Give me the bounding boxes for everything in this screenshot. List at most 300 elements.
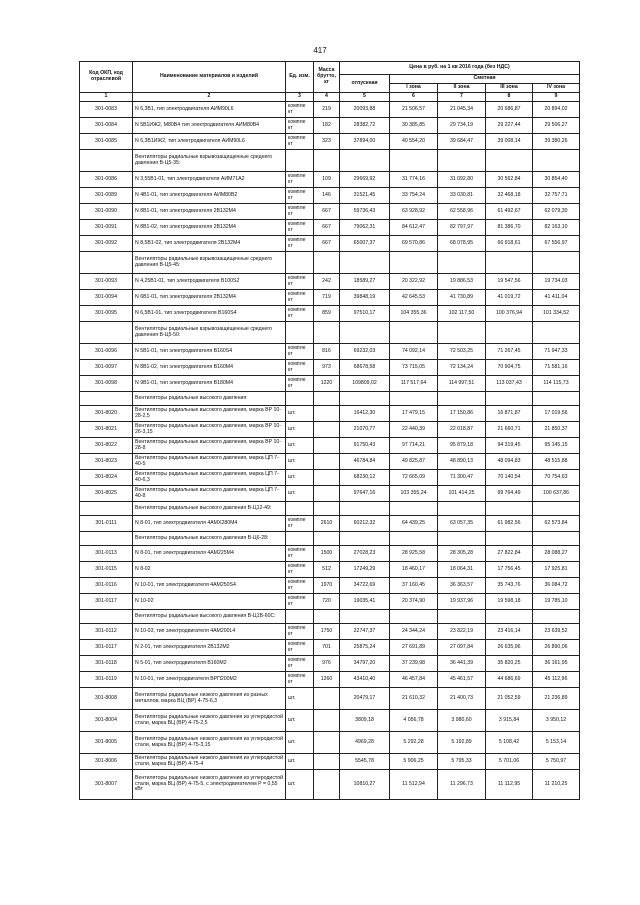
zone-1-cell: 30 385,85 <box>390 118 438 134</box>
zone-2-cell <box>438 392 486 406</box>
zone-3-cell <box>486 322 533 344</box>
zone-4-cell: 100 637,86 <box>533 486 580 502</box>
table-row <box>80 656 580 672</box>
zone-2-cell <box>438 322 486 344</box>
zone-2-cell: 5 192,89 <box>438 732 486 754</box>
zone-2-cell: 48 890,13 <box>438 454 486 470</box>
code-cell: 301-0086 <box>80 172 133 188</box>
release-price-cell: 37894,00 <box>340 134 390 150</box>
release-price-cell <box>340 502 390 516</box>
mass-cell: 859 <box>314 306 340 322</box>
zone-4-cell: 114 115,73 <box>533 376 580 392</box>
release-price-cell: 46784,84 <box>340 454 390 470</box>
zone-2-cell <box>438 532 486 546</box>
mass-cell <box>314 710 340 732</box>
name-cell: N 4В1-01, тип электродвигателя АИМ80В2 <box>133 188 286 204</box>
mass-cell: 667 <box>314 204 340 220</box>
name-cell: Вентиляторы радиальные высокого давления В-Ц6-28: <box>133 532 286 546</box>
unit-cell <box>286 150 314 172</box>
name-cell: N 8,5В1-02, тип электродвигателя 2В132М4 <box>133 236 286 252</box>
table-row <box>80 688 580 710</box>
zone-3-cell: 66 918,61 <box>486 236 533 252</box>
zone-4-cell: 36 161,95 <box>533 656 580 672</box>
code-cell: 301-0096 <box>80 344 133 360</box>
table-row <box>80 562 580 578</box>
release-price-cell <box>340 532 390 546</box>
section-header-row <box>80 392 580 406</box>
release-price-cell: 18589,27 <box>340 274 390 290</box>
code-cell: 301-0117 <box>80 640 133 656</box>
zone-3-cell: 17 756,45 <box>486 562 533 578</box>
code-cell: 301-8020 <box>80 406 133 422</box>
zone-3-cell: 61 982,56 <box>486 516 533 532</box>
unit-cell: шт. <box>286 688 314 710</box>
unit-cell: компле кт <box>286 578 314 594</box>
code-cell: 301-8023 <box>80 454 133 470</box>
unit-cell: компле кт <box>286 306 314 322</box>
index-cell: 8 <box>486 93 533 102</box>
zone-4-cell: 21 236,89 <box>533 688 580 710</box>
mass-cell <box>314 252 340 274</box>
zone-1-cell: 17 479,15 <box>390 406 438 422</box>
mass-cell <box>314 486 340 502</box>
name-cell: Вентиляторы радиальные низкого давления из углеродистой стали, марка ВЦ (ВР) 4-75-2,5 <box>133 710 286 732</box>
mass-cell: 667 <box>314 220 340 236</box>
header-code: Код ОКП, код отраслевой <box>80 62 133 93</box>
mass-cell: 109 <box>314 172 340 188</box>
name-cell: Вентиляторы радиальные взрывозащищенные среднего давления В-Ц5-50: <box>133 322 286 344</box>
zone-4-cell: 71 947,33 <box>533 344 580 360</box>
zone-1-cell: 20 374,90 <box>390 594 438 610</box>
mass-cell <box>314 392 340 406</box>
name-cell: N 2-01, тип электродвигателя 2В132М2 <box>133 640 286 656</box>
zone-2-cell: 31 092,80 <box>438 172 486 188</box>
zone-2-cell: 21 400,73 <box>438 688 486 710</box>
zone-1-cell: 24 344,24 <box>390 624 438 640</box>
zone-3-cell: 100 376,94 <box>486 306 533 322</box>
unit-cell: компле кт <box>286 204 314 220</box>
table-row <box>80 486 580 502</box>
mass-cell: 976 <box>314 656 340 672</box>
unit-cell: компле кт <box>286 516 314 532</box>
mass-cell <box>314 532 340 546</box>
mass-cell: 720 <box>314 594 340 610</box>
zone-1-cell: 97 714,21 <box>390 438 438 454</box>
unit-cell: компле кт <box>286 344 314 360</box>
release-price-cell: 109809,02 <box>340 376 390 392</box>
zone-3-cell: 16 871,87 <box>486 406 533 422</box>
name-cell: N 10-01, тип электродвигателя 4АМ250S4 <box>133 578 286 594</box>
mass-cell: 701 <box>314 640 340 656</box>
code-cell: 301-0095 <box>80 306 133 322</box>
release-price-cell: 28382,72 <box>340 118 390 134</box>
table-body <box>80 102 580 800</box>
zone-4-cell: 30 854,40 <box>533 172 580 188</box>
zone-4-cell: 28 088,27 <box>533 546 580 562</box>
code-cell: 301-0084 <box>80 118 133 134</box>
code-cell: 301-8021 <box>80 422 133 438</box>
code-cell: 301-0097 <box>80 360 133 376</box>
index-cell: 6 <box>390 93 438 102</box>
mass-cell <box>314 406 340 422</box>
table-row <box>80 470 580 486</box>
unit-cell: компле кт <box>286 546 314 562</box>
zone-2-cell: 39 684,47 <box>438 134 486 150</box>
mass-cell: 2610 <box>314 516 340 532</box>
zone-2-cell: 63 057,35 <box>438 516 486 532</box>
unit-cell: компле кт <box>286 172 314 188</box>
zone-4-cell: 17 925,81 <box>533 562 580 578</box>
zone-2-cell: 62 558,96 <box>438 204 486 220</box>
zone-1-cell: 37 239,98 <box>390 656 438 672</box>
header-release-price: отпускная <box>340 75 390 93</box>
zone-4-cell: 23 639,52 <box>533 624 580 640</box>
zone-2-cell <box>438 150 486 172</box>
code-cell: 301-0111 <box>80 516 133 532</box>
release-price-cell: 10810,27 <box>340 770 390 800</box>
zone-2-cell: 82 797,97 <box>438 220 486 236</box>
name-cell: Вентиляторы радиальные высокого давления, марка ВР 10-28-8 <box>133 438 286 454</box>
release-price-cell: 68230,12 <box>340 470 390 486</box>
zone-3-cell <box>486 150 533 172</box>
zone-1-cell: 104 355,36 <box>390 306 438 322</box>
table-row <box>80 306 580 322</box>
name-cell: N 5В1ИЖ2, М80В4 тип электродвигателя АИМ80В4 <box>133 118 286 134</box>
zone-4-cell: 3 950,12 <box>533 710 580 732</box>
release-price-cell <box>340 252 390 274</box>
table-row <box>80 754 580 770</box>
zone-1-cell <box>390 150 438 172</box>
zone-4-cell <box>533 322 580 344</box>
code-cell: 301-0113 <box>80 546 133 562</box>
unit-cell: шт. <box>286 770 314 800</box>
code-cell <box>80 150 133 172</box>
zone-2-cell: 41 730,89 <box>438 290 486 306</box>
section-header-row <box>80 502 580 516</box>
zone-4-cell: 82 163,10 <box>533 220 580 236</box>
name-cell: N 8В1-02, тип электродвигателя В160М4 <box>133 360 286 376</box>
zone-2-cell <box>438 502 486 516</box>
table-row <box>80 188 580 204</box>
release-price-cell: 91750,43 <box>340 438 390 454</box>
code-cell: 301-0116 <box>80 578 133 594</box>
release-price-cell: 21070,77 <box>340 422 390 438</box>
table-row <box>80 422 580 438</box>
name-cell: N 8-01, тип электродвигателя 4АМХ280М4 <box>133 516 286 532</box>
unit-cell: компле кт <box>286 360 314 376</box>
release-price-cell: 29669,92 <box>340 172 390 188</box>
unit-cell: компле кт <box>286 562 314 578</box>
zone-2-cell: 27 097,84 <box>438 640 486 656</box>
unit-cell <box>286 322 314 344</box>
zone-1-cell: 20 322,92 <box>390 274 438 290</box>
zone-2-cell: 72 503,25 <box>438 344 486 360</box>
zone-3-cell: 5 701,06 <box>486 754 533 770</box>
zone-1-cell: 69 570,86 <box>390 236 438 252</box>
table-row <box>80 236 580 252</box>
name-cell: Вентиляторы радиальные низкого давления из углеродистой стали, марка ВЦ (ВР) 4-75-3,15 <box>133 732 286 754</box>
release-price-cell <box>340 392 390 406</box>
zone-1-cell: 103 355,24 <box>390 486 438 502</box>
zone-3-cell <box>486 392 533 406</box>
code-cell: 301-8008 <box>80 688 133 710</box>
table-row <box>80 290 580 306</box>
header-price-group: Цена в руб. на 1 кв 2016 года (без НДС) <box>340 62 580 75</box>
zone-2-cell: 19 937,96 <box>438 594 486 610</box>
release-price-cell <box>340 322 390 344</box>
code-cell: 301-8004 <box>80 710 133 732</box>
zone-4-cell: 62 079,30 <box>533 204 580 220</box>
zone-1-cell: 63 928,92 <box>390 204 438 220</box>
release-price-cell <box>340 150 390 172</box>
code-cell: 301-8022 <box>80 438 133 454</box>
release-price-cell: 31521,45 <box>340 188 390 204</box>
zone-3-cell: 20 686,87 <box>486 102 533 118</box>
release-price-cell: 59736,43 <box>340 204 390 220</box>
code-cell <box>80 392 133 406</box>
unit-cell: компле кт <box>286 118 314 134</box>
release-price-cell: 19035,41 <box>340 594 390 610</box>
zone-1-cell: 42 645,53 <box>390 290 438 306</box>
name-cell: N 5В1-01, тип электродвигателя В160S4 <box>133 344 286 360</box>
unit-cell: компле кт <box>286 102 314 118</box>
unit-cell: компле кт <box>286 290 314 306</box>
header-estimated: Сметная <box>390 75 580 84</box>
zone-2-cell: 68 078,95 <box>438 236 486 252</box>
table-row <box>80 770 580 800</box>
table-row <box>80 624 580 640</box>
table-row <box>80 732 580 754</box>
zone-1-cell: 33 754,24 <box>390 188 438 204</box>
zone-4-cell <box>533 252 580 274</box>
table-row <box>80 344 580 360</box>
mass-cell: 182 <box>314 118 340 134</box>
mass-cell: 242 <box>314 274 340 290</box>
zone-3-cell: 21 660,71 <box>486 422 533 438</box>
release-price-cell: 5545,78 <box>340 754 390 770</box>
code-cell: 301-0089 <box>80 188 133 204</box>
zone-3-cell: 32 468,18 <box>486 188 533 204</box>
zone-2-cell: 72 134,24 <box>438 360 486 376</box>
unit-cell: шт. <box>286 710 314 732</box>
zone-1-cell: 21 506,57 <box>390 102 438 118</box>
zone-2-cell: 36 363,57 <box>438 578 486 594</box>
mass-cell: 1260 <box>314 672 340 688</box>
zone-4-cell <box>533 532 580 546</box>
name-cell: N 4,25В1-01, тип электродвигателя В100S2 <box>133 274 286 290</box>
table-row <box>80 406 580 422</box>
release-price-cell <box>340 610 390 624</box>
unit-cell: компле кт <box>286 236 314 252</box>
zone-4-cell <box>533 150 580 172</box>
mass-cell: 816 <box>314 344 340 360</box>
zone-1-cell: 28 925,58 <box>390 546 438 562</box>
release-price-cell: 39848,19 <box>340 290 390 306</box>
index-cell: 7 <box>438 93 486 102</box>
name-cell: N 8-01, тип электродвигателя 4АМ225М4 <box>133 546 286 562</box>
name-cell: Вентиляторы радиальные высокого давления, марка ЦП 7-40-8 <box>133 486 286 502</box>
zone-3-cell: 35 743,76 <box>486 578 533 594</box>
release-price-cell: 43410,40 <box>340 672 390 688</box>
section-header-row <box>80 532 580 546</box>
price-table <box>79 61 580 800</box>
zone-1-cell: 74 092,14 <box>390 344 438 360</box>
zone-4-cell <box>533 392 580 406</box>
code-cell: 301-0117 <box>80 594 133 610</box>
unit-cell <box>286 252 314 274</box>
zone-4-cell <box>533 610 580 624</box>
zone-3-cell: 27 822,84 <box>486 546 533 562</box>
zone-1-cell: 27 691,89 <box>390 640 438 656</box>
zone-4-cell: 36 084,72 <box>533 578 580 594</box>
zone-4-cell: 5 153,14 <box>533 732 580 754</box>
name-cell: N 9В1-01, тип электродвигателя В180М4 <box>133 376 286 392</box>
zone-1-cell: 31 774,16 <box>390 172 438 188</box>
unit-cell: компле кт <box>286 376 314 392</box>
zone-1-cell: 72 665,09 <box>390 470 438 486</box>
zone-1-cell: 5 292,28 <box>390 732 438 754</box>
name-cell: Вентиляторы радиальные высокого давления, марка ЦП 7-40-5 <box>133 454 286 470</box>
code-cell <box>80 322 133 344</box>
zone-1-cell: 5 906,25 <box>390 754 438 770</box>
release-price-cell: 16412,30 <box>340 406 390 422</box>
mass-cell <box>314 438 340 454</box>
unit-cell <box>286 532 314 546</box>
zone-2-cell: 17 150,86 <box>438 406 486 422</box>
mass-cell: 1970 <box>314 578 340 594</box>
release-price-cell: 22747,37 <box>340 624 390 640</box>
release-price-cell: 34722,69 <box>340 578 390 594</box>
zone-2-cell: 71 300,47 <box>438 470 486 486</box>
zone-1-cell: 49 825,87 <box>390 454 438 470</box>
release-price-cell: 20093,88 <box>340 102 390 118</box>
column-index-row <box>80 93 580 102</box>
zone-2-cell: 3 980,60 <box>438 710 486 732</box>
table-row <box>80 274 580 290</box>
index-cell: 1 <box>80 93 133 102</box>
mass-cell: 973 <box>314 360 340 376</box>
name-cell: Вентиляторы радиальные высокого давления, марка ВР 10-26-3,15 <box>133 422 286 438</box>
header-name: Наименование материалов и изделий <box>133 62 286 93</box>
name-cell: N 8-02 <box>133 562 286 578</box>
zone-2-cell: 29 734,19 <box>438 118 486 134</box>
zone-2-cell: 22 018,87 <box>438 422 486 438</box>
zone-1-cell <box>390 392 438 406</box>
unit-cell: компле кт <box>286 594 314 610</box>
index-cell: 4 <box>314 93 340 102</box>
zone-4-cell: 71 581,16 <box>533 360 580 376</box>
mass-cell: 146 <box>314 188 340 204</box>
release-price-cell: 17249,29 <box>340 562 390 578</box>
name-cell: Вентиляторы радиальные низкого давления из углеродистой стали, марка ВЦ (ВР) 4-75-4 <box>133 754 286 770</box>
unit-cell: шт. <box>286 406 314 422</box>
page-number: 417 <box>313 46 327 55</box>
zone-1-cell <box>390 502 438 516</box>
table-row <box>80 578 580 594</box>
unit-cell: компле кт <box>286 656 314 672</box>
name-cell: N 6,5В1-01, тип электродвигателя В160S4 <box>133 306 286 322</box>
section-header-row <box>80 610 580 624</box>
zone-4-cell: 17 019,56 <box>533 406 580 422</box>
section-header-row <box>80 252 580 274</box>
name-cell: Вентиляторы радиальные высокого давления, марка ЦП 7-40-6,3 <box>133 470 286 486</box>
zone-3-cell: 71 267,45 <box>486 344 533 360</box>
zone-4-cell: 48 515,88 <box>533 454 580 470</box>
zone-3-cell: 30 562,84 <box>486 172 533 188</box>
unit-cell <box>286 392 314 406</box>
mass-cell: 719 <box>314 290 340 306</box>
zone-1-cell: 84 612,47 <box>390 220 438 236</box>
zone-4-cell: 5 750,97 <box>533 754 580 770</box>
table-row <box>80 172 580 188</box>
mass-cell: 1500 <box>314 546 340 562</box>
release-price-cell: 34797,20 <box>340 656 390 672</box>
index-cell: 5 <box>340 93 390 102</box>
zone-2-cell: 21 045,34 <box>438 102 486 118</box>
mass-cell <box>314 502 340 516</box>
zone-3-cell <box>486 252 533 274</box>
header-zone-1: I зона <box>390 84 438 93</box>
table-row <box>80 102 580 118</box>
name-cell: N 10-03, тип электродвигателя 4АМ200L4 <box>133 624 286 640</box>
table-row <box>80 204 580 220</box>
zone-2-cell: 5 795,33 <box>438 754 486 770</box>
zone-3-cell <box>486 502 533 516</box>
release-price-cell: 97647,16 <box>340 486 390 502</box>
code-cell: 301-0119 <box>80 672 133 688</box>
name-cell: Вентиляторы радиальные высокого давления В-Ц1В-60С: <box>133 610 286 624</box>
table-row <box>80 438 580 454</box>
zone-1-cell: 64 439,25 <box>390 516 438 532</box>
zone-4-cell: 11 210,25 <box>533 770 580 800</box>
release-price-cell: 27028,23 <box>340 546 390 562</box>
zone-4-cell: 21 850,37 <box>533 422 580 438</box>
zone-1-cell: 11 512,94 <box>390 770 438 800</box>
mass-cell <box>314 454 340 470</box>
release-price-cell: 60212,32 <box>340 516 390 532</box>
code-cell <box>80 502 133 516</box>
table-row <box>80 376 580 392</box>
zone-3-cell: 23 416,14 <box>486 624 533 640</box>
name-cell: Вентиляторы радиальные низкого давления из углеродистой стали, марка ВЦ (ВР) 4-75-5, с электродвигателем Р = 0,55 кВт <box>133 770 286 800</box>
zone-4-cell: 62 573,84 <box>533 516 580 532</box>
zone-2-cell: 36 441,39 <box>438 656 486 672</box>
mass-cell: 667 <box>314 236 340 252</box>
release-price-cell: 65007,37 <box>340 236 390 252</box>
header-unit: Ед. изм. <box>286 62 314 93</box>
unit-cell: компле кт <box>286 640 314 656</box>
zone-2-cell: 33 030,81 <box>438 188 486 204</box>
zone-3-cell: 21 052,59 <box>486 688 533 710</box>
index-cell: 2 <box>133 93 286 102</box>
table-row <box>80 118 580 134</box>
code-cell: 301-0112 <box>80 624 133 640</box>
unit-cell: компле кт <box>286 672 314 688</box>
zone-3-cell: 99 764,49 <box>486 486 533 502</box>
name-cell: Вентиляторы радиальные высокого давления В-Ц12-49: <box>133 502 286 516</box>
table-row <box>80 710 580 732</box>
zone-2-cell: 101 414,25 <box>438 486 486 502</box>
name-cell: N 8В1-02, тип электродвигателя 2В132М4 <box>133 220 286 236</box>
zone-1-cell: 21 610,32 <box>390 688 438 710</box>
zone-3-cell: 81 386,70 <box>486 220 533 236</box>
unit-cell: компле кт <box>286 624 314 640</box>
name-cell: N 6,3В1ИЖ2, тип электродвигателя АИМ90L6 <box>133 134 286 150</box>
zone-4-cell: 29 506,27 <box>533 118 580 134</box>
release-price-cell: 69232,03 <box>340 344 390 360</box>
zone-2-cell <box>438 252 486 274</box>
unit-cell: шт. <box>286 732 314 754</box>
